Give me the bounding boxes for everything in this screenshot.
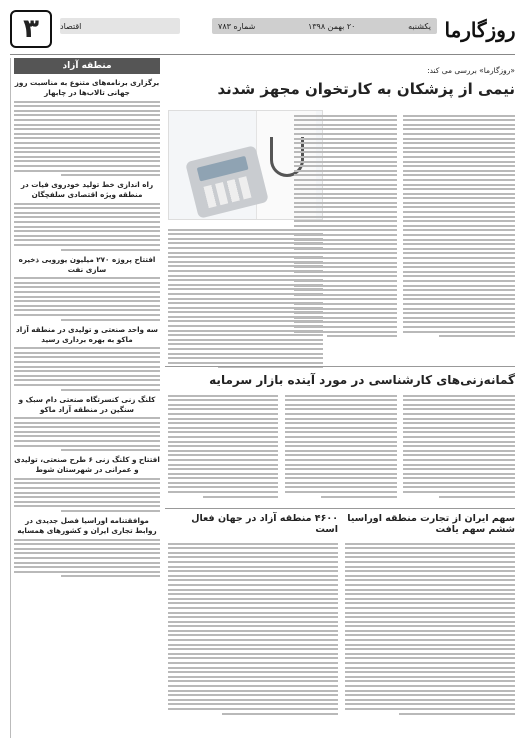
feature-headline: گمانه‌زنی‌های کارشناسی در مورد آینده بازار سرمایه [209,373,515,387]
lead-body-column [168,226,323,371]
section-divider [165,366,515,367]
sidebar-article [14,395,160,452]
sidebar-article-body [14,417,160,451]
lead-headline: نیمی از پزشکان به کارتخوان مجهز شدند [217,80,515,98]
lead-body-column [403,112,515,340]
sidebar-article-title: موافقتنامه اوراسیا فصل جدیدی در روابط تجاری ایران و کشورهای همسایه [17,516,157,535]
sidebar-article-body [14,101,160,177]
eurasia-box-title: سهم ایران از تجارت منطقه اوراسیا ششم‌ سهم یافت [347,513,515,535]
sidebar-header: منطقه آزاد [14,58,160,74]
section-label: اقتصاد [60,18,180,34]
sidebar-article [14,180,160,251]
sidebar-article [14,255,160,321]
sidebar-article [14,455,160,512]
sidebar-article-title: افتتاح و کلنگ زنی ۶ طرح صنعتی، تولیدی و عمرانی در شهرستان شوط [14,455,160,475]
newspaper-logo: روزگارما [444,18,516,42]
feature-body-column [285,392,397,500]
date-label: ۲۰ بهمن ۱۳۹۸ [307,21,356,31]
sidebar-article-body [14,203,160,251]
sidebar-article-title: برگزاری برنامه‌های متنوع به مناسبت روز جهانی تالاب‌ها در چابهار [14,78,160,97]
day-label: یکشنبه [408,21,431,31]
eurasia-box-body [345,540,515,717]
lead-kicker: «روزگارما» بررسی می کند: [427,66,515,75]
masthead [10,10,515,52]
sidebar-article-title: افتتاح پروژه ۲۷۰ میلیون یورویی ذخیره سازی نفت [18,254,156,274]
sidebar-article-title: راه اندازی خط تولید خودروی فیات در منطقه ویژه اقتصادی سلفچگان [20,180,154,200]
sidebar-article [14,78,160,176]
sidebar-article-title: سه واحد صنعتی و تولیدی در منطقه آزاد ماکو به بهره برداری رسید [16,324,158,344]
sidebar-article-body [14,347,160,390]
sidebar-article-body [14,277,160,320]
sidebar-article-body [14,539,160,578]
lead-story [165,58,515,99]
free-zones-box-body [168,540,338,717]
top-divider [10,54,515,55]
feature-body-column [403,392,515,500]
date-bar [212,18,437,34]
free-zone-sidebar [10,58,160,738]
issue-label: شماره ۷۸۳ [218,21,256,31]
free-zones-box-title: ۴۶۰۰ منطقه آزاد در جهان فعال است [191,513,338,535]
feature-body-column [168,392,278,500]
sidebar-article [14,325,160,391]
page-number-badge: ۳ [10,10,52,48]
sidebar-article [14,516,160,577]
sidebar-article-body [14,478,160,512]
sidebar-article-title: کلنگ زنی کنسرتگاه صنعتی دام سبک و سنگین در منطقه آزاد ماکو [18,394,156,414]
section-divider [165,508,515,509]
